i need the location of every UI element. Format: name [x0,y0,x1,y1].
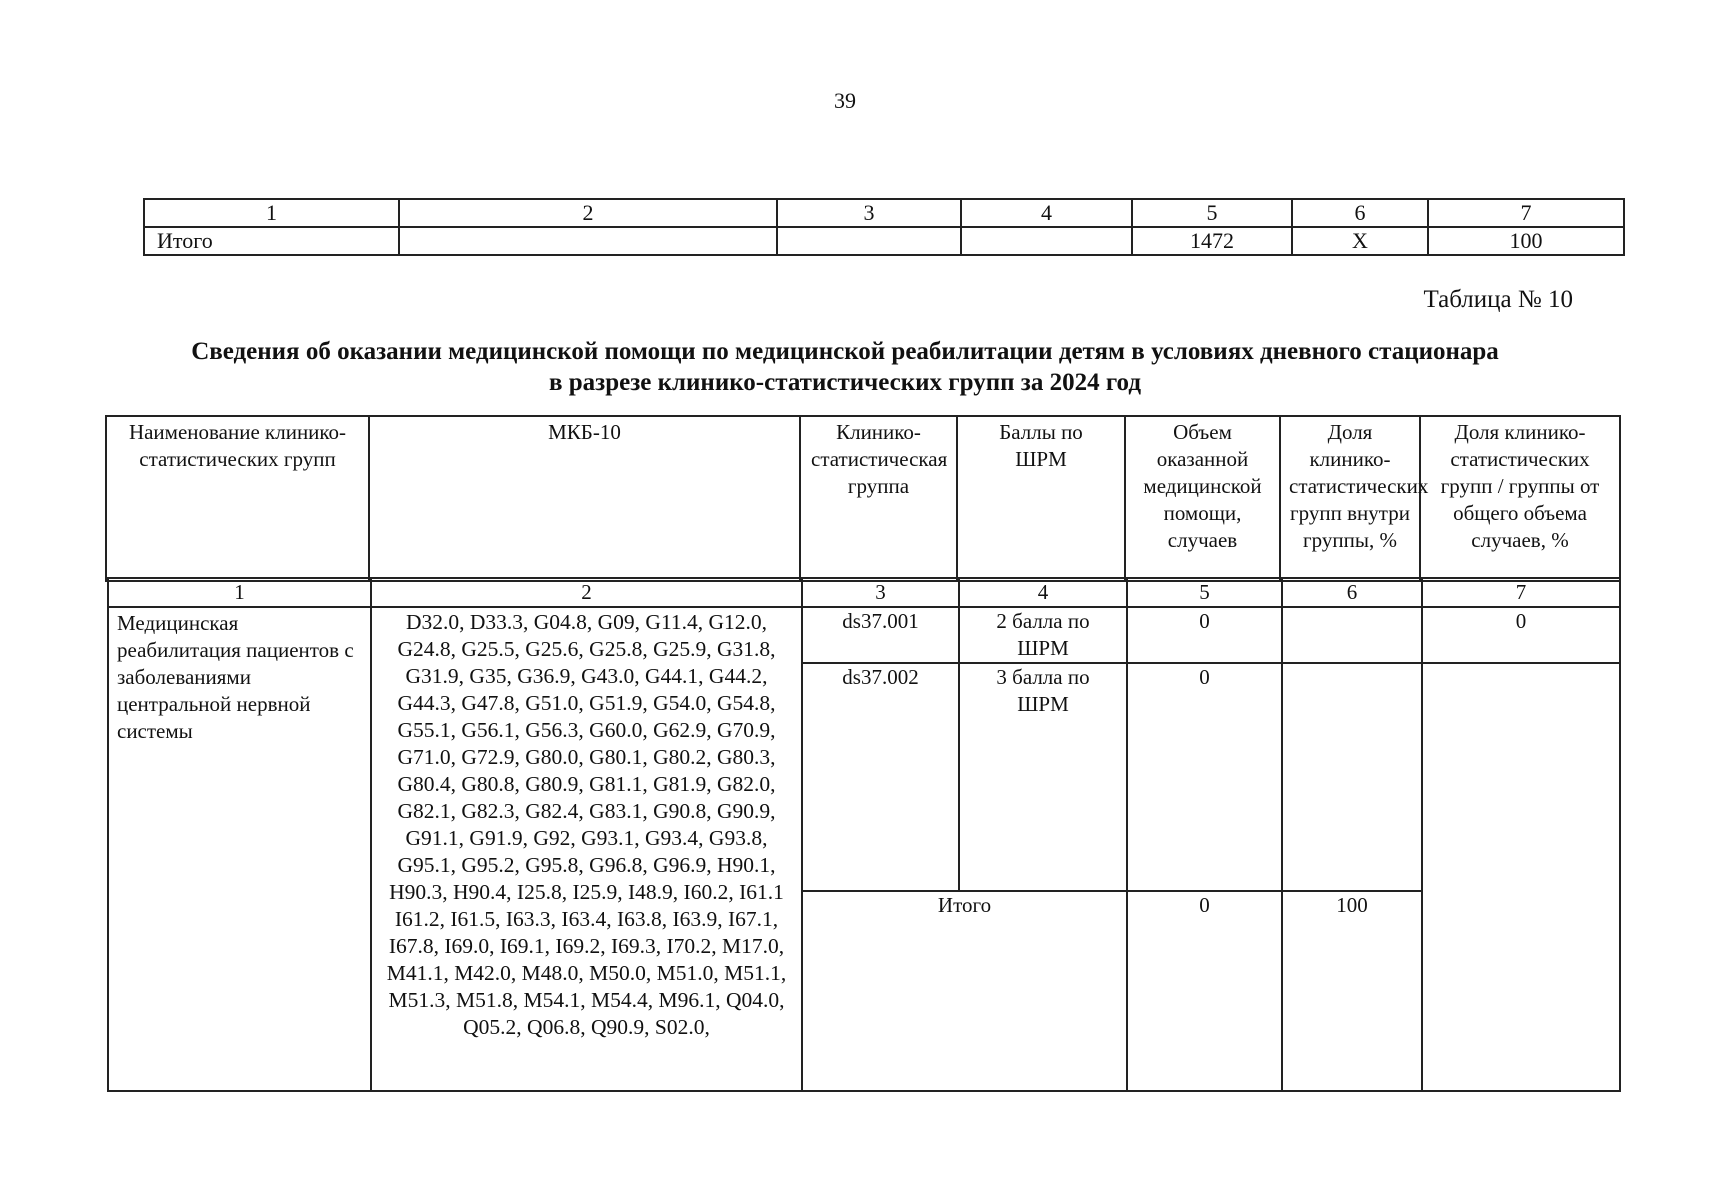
page-number: 39 [834,88,856,113]
column-header: Объем оказанной медицинской помощи, случаев [1125,416,1280,581]
column-header: Наименование клинико-статистических групп [106,416,369,581]
header-row [106,416,1620,581]
share-cell [1282,607,1422,663]
table-cell [961,227,1132,255]
column-number: 7 [1428,199,1624,227]
column-header: Доля клинико-статистических групп внутри группы, % [1280,416,1420,581]
table-cell [399,227,777,255]
shrm-score: 2 балла по ШРМ [959,607,1127,663]
share-cell [1282,663,1422,891]
shrm-score: 3 балла по ШРМ [959,663,1127,891]
total-share-overall: 100 [1428,227,1624,255]
share-total-cell: 0 [1422,607,1620,663]
ksg-code: ds37.001 [802,607,959,663]
table-row [108,607,1620,663]
group-name: Медицинская реабилитация пациентов с заболеваниями центральной нервной системы [108,607,371,1091]
column-number: 4 [959,578,1127,607]
column-number: 3 [777,199,961,227]
previous-table-ending [143,198,1625,256]
column-header: Клинико-статистическая группа [800,416,957,581]
column-header: Доля клинико-статистических групп / группы от общего объема случаев, % [1420,416,1620,581]
table-label: Таблица № 10 [1423,286,1573,313]
group-total-volume: 0 [1127,891,1282,1092]
column-header: МКБ-10 [369,416,800,581]
total-volume: 1472 [1132,227,1292,255]
ksg-code: ds37.002 [802,663,959,891]
table-title-line: Сведения об оказании медицинской помощи по медицинской реабилитации детям в условиях дневного стационара [191,338,1499,365]
icd-codes: D32.0, D33.3, G04.8, G09, G11.4, G12.0, G24.8, G25.5, G25.6, G25.8, G25.9, G31.8, G31.9, G35, G36.9, G43.0, G44.1, G44.2, G44.3, G47.8, G51.0, G51.9, G54.0, G54.8, G55.1, G56.1, G56.3, G60.0, G62.9, G70.9, G71.0, G72.9, G80.0, G80.1, G80.2, G80.3, G80.4, G80.8, G80.9, G81.1, G81.9, G82.0, G82.1, G82.3, G82.4, G83.1, G90.8, G90.9, G91.1, G91.9, G92, G93.1, G93.4, G93.8, G95.1, G95.2, G95.8, G96.8, G96.9, H90.1, H90.3, H90.4, I25.8, I25.9, I48.9, I60.2, I61.1 I61.2, I61.5, I63.3, I63.4, I63.8, I63.9, I67.1, I67.8, I69.0, I69.1, I69.2, I69.3, I70.2, M17.0, M41.1, M42.0, M48.0, M50.0, M51.0, M51.1, M51.3, M51.8, M54.1, M54.4, M96.1, Q04.0, Q05.2, Q06.8, Q90.9, S02.0, [371,607,802,1091]
group-total-label: Итого [802,891,1127,1092]
column-number: 6 [1282,578,1422,607]
column-number: 1 [108,578,371,607]
table-cell [777,227,961,255]
share-total-cell [1422,663,1620,1091]
group-total-share: 100 [1282,891,1422,1092]
column-number: 6 [1292,199,1428,227]
volume-cell: 0 [1127,663,1282,891]
column-number-row [108,578,1620,607]
table-header [105,415,1621,582]
total-row [144,227,1624,255]
table-title [0,336,1690,398]
column-header: Баллы по ШРМ [957,416,1125,581]
column-number: 7 [1422,578,1620,607]
data-table [107,577,1621,1092]
column-number: 3 [802,578,959,607]
column-number: 2 [399,199,777,227]
column-number: 5 [1132,199,1292,227]
volume-cell: 0 [1127,607,1282,663]
column-number-row [144,199,1624,227]
column-number: 5 [1127,578,1282,607]
total-share-group: X [1292,227,1428,255]
table-title-line: в разрезе клинико-статистических групп за 2024 год [549,369,1141,396]
column-number: 1 [144,199,399,227]
column-number: 2 [371,578,802,607]
column-number: 4 [961,199,1132,227]
total-label: Итого [144,227,399,255]
